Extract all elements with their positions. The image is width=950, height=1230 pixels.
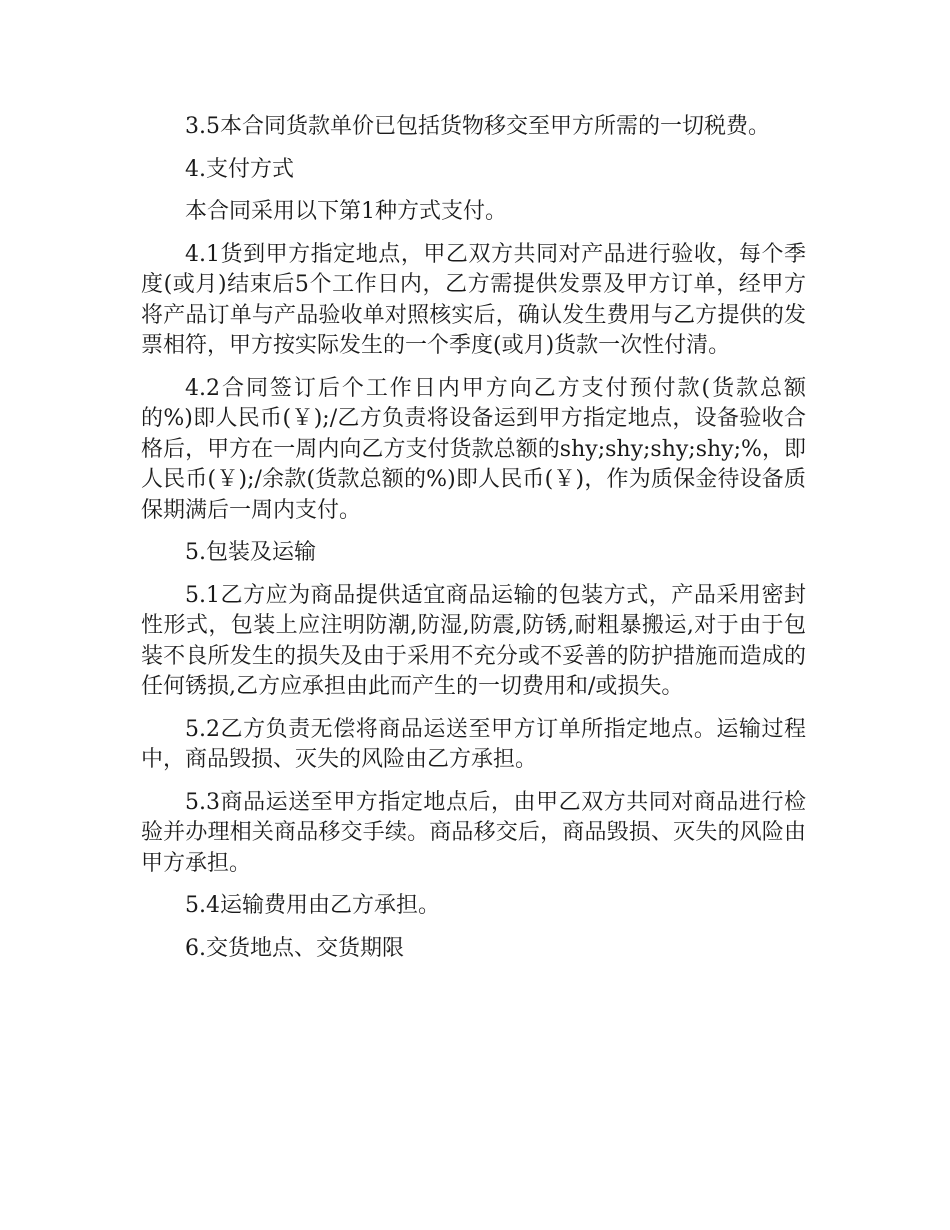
- paragraph-3-5-tax-clause: 3.5本合同货款单价已包括货物移交至甲方所需的一切税费。: [185, 114, 770, 139]
- paragraph-5-2-delivery-risk: 5.2乙方负责无偿将商品运送至甲方订单所指定地点。运输过程中，商品毁损、灭失的风险由乙方承担。: [141, 716, 806, 772]
- heading-packaging-transport: 5.包装及运输: [185, 540, 316, 565]
- heading-payment-method: 4.支付方式: [185, 156, 294, 182]
- paragraph-4-2-advance-payment: 4.2合同签订后个工作日内甲方向乙方支付预付款(货款总额的%)即人民币(￥);/乙方负责将设备运到甲方指定地点，设备验收合格后，甲方在一周内向乙方支付货款总额的shy;shy;shy;shy;%，即人民币(￥);/余款(货款总额的%)即人民币(￥)，作为质保金待设备质保期满后一周内支付。: [141, 375, 806, 523]
- document-body: [141, 112, 806, 976]
- heading-delivery-place-deadline: 6.交货地点、交货期限: [185, 935, 404, 961]
- paragraph-5-4-transport-cost: 5.4运输费用由乙方承担。: [185, 893, 440, 918]
- paragraph-5-1-packaging: 5.1乙方应为商品提供适宜商品运输的包装方式，产品采用密封性形式，包装上应注明防潮,防湿,防震,防锈,耐粗暴搬运,对于由于包装不良所发生的损失及由于采用不充分或不妥善的防护措施而造成的任何锈损,乙方应承担由此而产生的一切费用和/或损失。: [141, 582, 806, 699]
- paragraph-5-3-inspection-handover: 5.3商品运送至甲方指定地点后，由甲乙双方共同对商品进行检验并办理相关商品移交手续。商品移交后，商品毁损、灭失的风险由甲方承担。: [141, 789, 806, 876]
- paragraph-payment-choice: 本合同采用以下第1种方式支付。: [185, 199, 507, 224]
- paragraph-4-1-payment-on-delivery: 4.1货到甲方指定地点，甲乙双方共同对产品进行验收，每个季度(或月)结束后5个工作日内，乙方需提供发票及甲方订单，经甲方将产品订单与产品验收单对照核实后，确认发生费用与乙方提供的发票相符，甲方按实际发生的一个季度(或月)货款一次性付清。: [141, 241, 806, 358]
